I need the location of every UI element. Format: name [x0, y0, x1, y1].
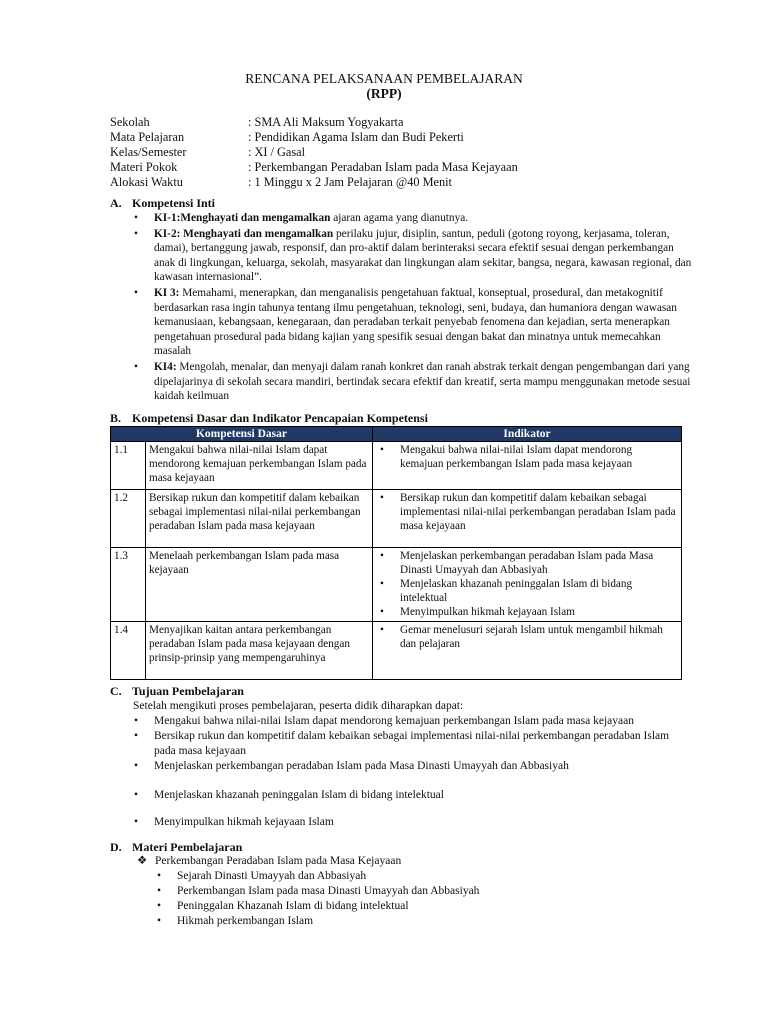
section-title: Kompetensi Inti [132, 196, 216, 210]
competency-table [110, 426, 682, 680]
list-item [157, 869, 677, 884]
meta-label: Sekolah [110, 115, 150, 129]
bullet-icon: • [134, 730, 139, 742]
topic-text: Perkembangan Peradaban Islam pada Masa Kejayaan [155, 855, 402, 867]
bullet-icon: • [134, 715, 139, 727]
row-number: 1.2 [111, 490, 146, 548]
section-letter: A. [110, 196, 122, 210]
bullet-icon: • [134, 227, 138, 240]
indicator-text: Menjelaskan perkembangan peradaban Islam pada Masa Dinasti Umayyah dan Abbasiyah [400, 550, 654, 576]
objective-list [134, 815, 714, 830]
table-row [111, 490, 682, 548]
list-item [134, 714, 714, 729]
item-text: Menyimpulkan hikmah kejayaan Islam [154, 816, 334, 828]
indicator-cell [373, 622, 682, 680]
item-text: Mengolah, menalar, dan menyaji dalam ranah konkret dan ranah abstrak terkait dengan pengembangan dari yang dipelajarinya di sekolah secara mandiri, bertindak secara efektif dan kreatif, serta mampu menggunakan metode sesuai kaidah keilmuan [154, 360, 691, 403]
bullet-icon: • [380, 550, 384, 562]
item-bold: KI4: [154, 360, 177, 373]
indicator-item [376, 491, 678, 533]
column-header-kd: Kompetensi Dasar [111, 427, 373, 442]
list-item [157, 884, 677, 899]
list-item [157, 914, 677, 929]
meta-label: Kelas/Semester [110, 145, 187, 159]
indicator-item [376, 443, 678, 471]
table-row [111, 442, 682, 490]
core-competency-list [134, 211, 694, 405]
document-title: RENCANA PELAKSANAAN PEMBELAJARAN [245, 71, 523, 86]
bullet-icon: • [134, 789, 139, 801]
bullet-icon: • [157, 915, 162, 927]
meta-value: : XI / Gasal [248, 145, 306, 159]
kd-text: Menyajikan kaitan antara perkembangan peradaban Islam pada masa kejayaan dengan prinsip-prinsip yang mempengaruhinya [146, 622, 373, 680]
indicator-text: Menyimpulkan hikmah kejayaan Islam [400, 606, 575, 618]
list-item [134, 360, 694, 404]
meta-label: Alokasi Waktu [110, 175, 183, 189]
item-text: Bersikap rukun dan kompetitif dalam kebaikan sebagai implementasi nilai-nilai perkembangan peradaban Islam pada masa kejayaan [154, 730, 670, 757]
list-item [157, 899, 677, 914]
identity-table [110, 115, 710, 190]
indicator-item [376, 577, 678, 605]
item-text: Menjelaskan perkembangan peradaban Islam pada Masa Dinasti Umayyah dan Abbasiyah [154, 760, 569, 772]
section-d-heading [110, 840, 242, 855]
section-b-heading [110, 411, 428, 426]
indicator-text: Bersikap rukun dan kompetitif dalam kebaikan sebagai implementasi nilai-nilai perkembangan peradaban Islam pada masa kejayaan [400, 492, 676, 532]
item-bold: KI-2: Menghayati dan mengamalkan [154, 227, 334, 240]
list-item [134, 815, 714, 830]
bullet-icon: • [134, 816, 139, 828]
section-title: Kompetensi Dasar dan Indikator Pencapaian Kompetensi [132, 411, 428, 425]
list-item [134, 759, 714, 774]
bullet-icon: • [157, 900, 162, 912]
row-number: 1.3 [111, 548, 146, 622]
list-item [134, 729, 674, 758]
row-number: 1.4 [111, 622, 146, 680]
meta-row-class [110, 145, 710, 160]
table-row [111, 548, 682, 622]
section-a-heading [110, 196, 215, 211]
list-item [134, 211, 694, 226]
item-text: Hikmah perkembangan Islam [177, 915, 314, 927]
bullet-icon: • [380, 624, 384, 636]
item-text: Peninggalan Khazanah Islam di bidang intelektual [177, 900, 409, 912]
indicator-item [376, 549, 678, 577]
bullet-icon: • [380, 492, 384, 504]
meta-label: Mata Pelajaran [110, 130, 185, 144]
objective-list [134, 714, 714, 729]
bullet-icon: • [380, 606, 384, 618]
meta-row-topic [110, 160, 710, 175]
indicator-text: Menjelaskan khazanah peninggalan Islam di bidang intelektual [400, 578, 633, 604]
indicator-text: Gemar menelusuri sejarah Islam untuk mengambil hikmah dan pelajaran [400, 624, 663, 650]
item-text: Mengakui bahwa nilai-nilai Islam dapat mendorong kemajuan perkembangan Islam pada masa kejayaan [154, 715, 634, 727]
indicator-cell [373, 490, 682, 548]
item-text: Menjelaskan khazanah peninggalan Islam di bidang intelektual [154, 789, 444, 801]
list-item [134, 227, 694, 285]
section-letter: D. [110, 840, 122, 854]
list-item [134, 788, 714, 803]
indicator-cell [373, 548, 682, 622]
meta-label: Materi Pokok [110, 160, 178, 174]
indicator-item [376, 605, 678, 619]
meta-row-subject [110, 130, 710, 145]
item-bold: KI-1:Menghayati dan mengamalkan [154, 212, 331, 224]
bullet-icon: • [380, 578, 384, 590]
diamond-bullet-icon: ❖ [137, 855, 148, 867]
bullet-icon: • [134, 212, 138, 224]
item-text: Memahami, menerapkan, dan menganalisis pengetahuan faktual, konseptual, prosedural, dan metakognitif berdasarkan rasa ingin tahunya tentang ilmu pengetahuan, teknologi, seni, budaya, dan humaniora dengan wawasan kemanusiaan, kebangsaan, kenegaraan, dan peradaban terkait penyebab fenomena dan kejadian, serta menerapkan pengetahuan prosedural pada bidang kajian yang spesifik sesuai dengan bakat dan minatnya untuk memecahkan masalah [154, 286, 677, 358]
bullet-icon: • [157, 885, 162, 897]
material-list [157, 869, 677, 929]
meta-value: : Pendidikan Agama Islam dan Budi Pekerti [248, 130, 464, 144]
section-title: Tujuan Pembelajaran [132, 684, 244, 698]
objective-list [134, 729, 674, 758]
kd-text: Menelaah perkembangan Islam pada masa kejayaan [146, 548, 373, 622]
item-text: ajaran agama yang dianutnya. [330, 212, 469, 224]
list-item [134, 286, 694, 359]
section-letter: C. [110, 684, 122, 698]
column-header-indicator: Indikator [373, 427, 682, 442]
material-topic [137, 854, 401, 869]
section-c-heading [110, 684, 244, 699]
bullet-icon: • [134, 360, 138, 373]
row-number: 1.1 [111, 442, 146, 490]
indicator-text: Mengakui bahwa nilai-nilai Islam dapat mendorong kemajuan perkembangan Islam pada masa kejayaan [400, 444, 633, 470]
bullet-icon: • [134, 286, 138, 299]
meta-row-school [110, 115, 710, 130]
indicator-cell [373, 442, 682, 490]
table-header-row [111, 427, 682, 442]
item-text: Sejarah Dinasti Umayyah dan Abbasiyah [177, 870, 367, 882]
meta-value: : SMA Ali Maksum Yogyakarta [248, 115, 404, 129]
bullet-icon: • [157, 870, 162, 882]
kd-text: Bersikap rukun dan kompetitif dalam kebaikan sebagai implementasi nilai-nilai perkembangan peradaban Islam pada masa kejayaan [146, 490, 373, 548]
objective-list [134, 788, 714, 803]
bullet-icon: • [134, 760, 139, 772]
meta-row-time [110, 175, 710, 190]
objective-list [134, 759, 714, 774]
section-letter: B. [110, 411, 122, 425]
item-text: Perkembangan Islam pada masa Dinasti Umayyah dan Abbasiyah [177, 885, 480, 897]
kd-text: Mengakui bahwa nilai-nilai Islam dapat mendorong kemajuan perkembangan Islam pada masa kejayaan [146, 442, 373, 490]
item-text: perilaku jujur, disiplin, santun, peduli (gotong royong, kerjasama, toleran, damai), bertanggung jawab, responsif, dan pro-aktif dalam berinteraksi secara efektif sesuai dengan perkembangan anak di lingkungan, keluarga, sekolah, masyarakat dan lingkungan alam sekitar, bangsa, negara, kawasan regional, dan kawasan internasional”. [154, 227, 692, 284]
meta-value: : 1 Minggu x 2 Jam Pelajaran @40 Menit [248, 175, 452, 189]
item-bold: KI 3: [154, 286, 180, 299]
bullet-icon: • [380, 444, 384, 456]
meta-value: : Perkembangan Peradaban Islam pada Masa Kejayaan [248, 160, 518, 174]
table-row [111, 622, 682, 680]
section-title: Materi Pembelajaran [132, 840, 243, 854]
document-subtitle: (RPP) [366, 86, 402, 101]
objective-intro: Setelah mengikuti proses pembelajaran, peserta didik diharapkan dapat: [133, 700, 464, 712]
indicator-item [376, 623, 678, 651]
